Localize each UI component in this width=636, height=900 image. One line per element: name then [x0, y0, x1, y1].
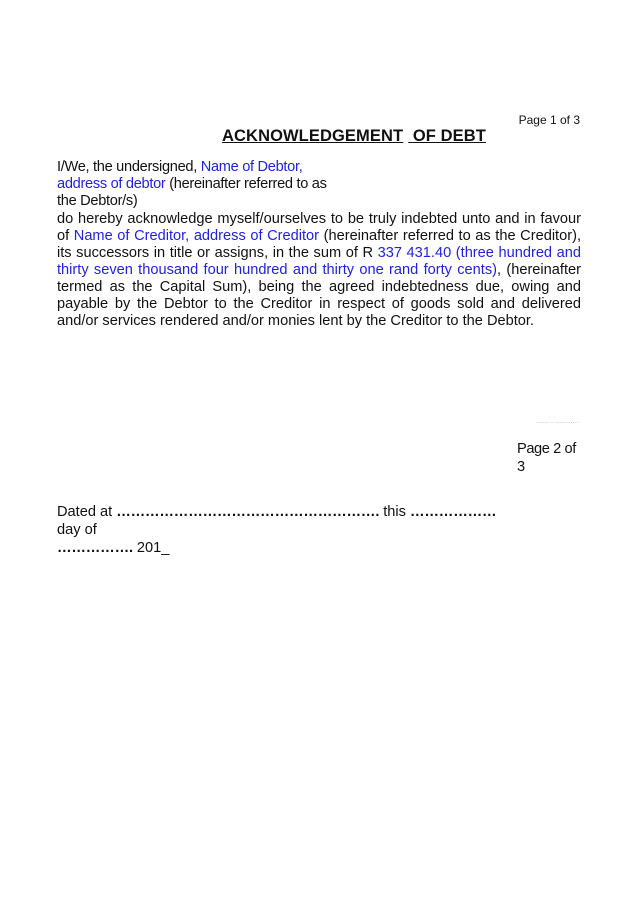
body-part3: , (hereinafter termed as the Capital Sum), being the agreed indebtedness due, owing and payable by the Debtor to the Creditor in respect of goods sold and delivered and/or services rendered and/or monies lent by the Creditor to the Debtor. — [57, 262, 581, 329]
body-part2: (hereinafter referred to as the Creditor), its successors in title or assigns, in the sum of R — [57, 228, 582, 261]
month-blank[interactable]: ……………. — [57, 540, 133, 556]
place-blank[interactable]: ………………………………………………. — [116, 504, 380, 520]
dotted-marker: ……………….. — [536, 419, 580, 425]
title-word-of-debt: OF DEBT — [412, 127, 486, 145]
creditor-placeholder[interactable]: Name of Creditor, address of Creditor — [73, 228, 320, 244]
title-word-acknowledgement: ACKNOWLEDGEMENT — [222, 127, 404, 145]
debtor-intro — [57, 159, 327, 210]
debtor-address-placeholder[interactable]: address of debtor — [57, 176, 166, 192]
year-label: 201_ — [132, 540, 170, 556]
acknowledgement-paragraph — [57, 211, 581, 330]
debtor-name-placeholder[interactable]: Name of Debtor, — [200, 159, 303, 175]
dated-line — [57, 503, 517, 557]
capital-amount-placeholder[interactable]: 337 431.40 (three hundred and thirty seven thousand four hundred and thirty one rand forty cents) — [57, 245, 581, 278]
page-number: Page 1 of 3 — [518, 113, 580, 127]
day-blank[interactable]: ……………… — [410, 504, 497, 520]
day-of-label: day of — [57, 522, 97, 538]
intro-prefix: I/We, the undersigned, — [57, 159, 201, 175]
dated-at-label: Dated at — [57, 504, 117, 520]
body-part1: do hereby acknowledge myself/ourselves to be truly indebted unto and in favour of — [57, 211, 581, 244]
this-label: this — [379, 504, 411, 520]
intro-suffix: (hereinafter referred to as the Debtor/s) — [57, 176, 327, 209]
page-number-2: Page 2 of 3 — [517, 441, 576, 475]
document-title — [0, 127, 636, 146]
